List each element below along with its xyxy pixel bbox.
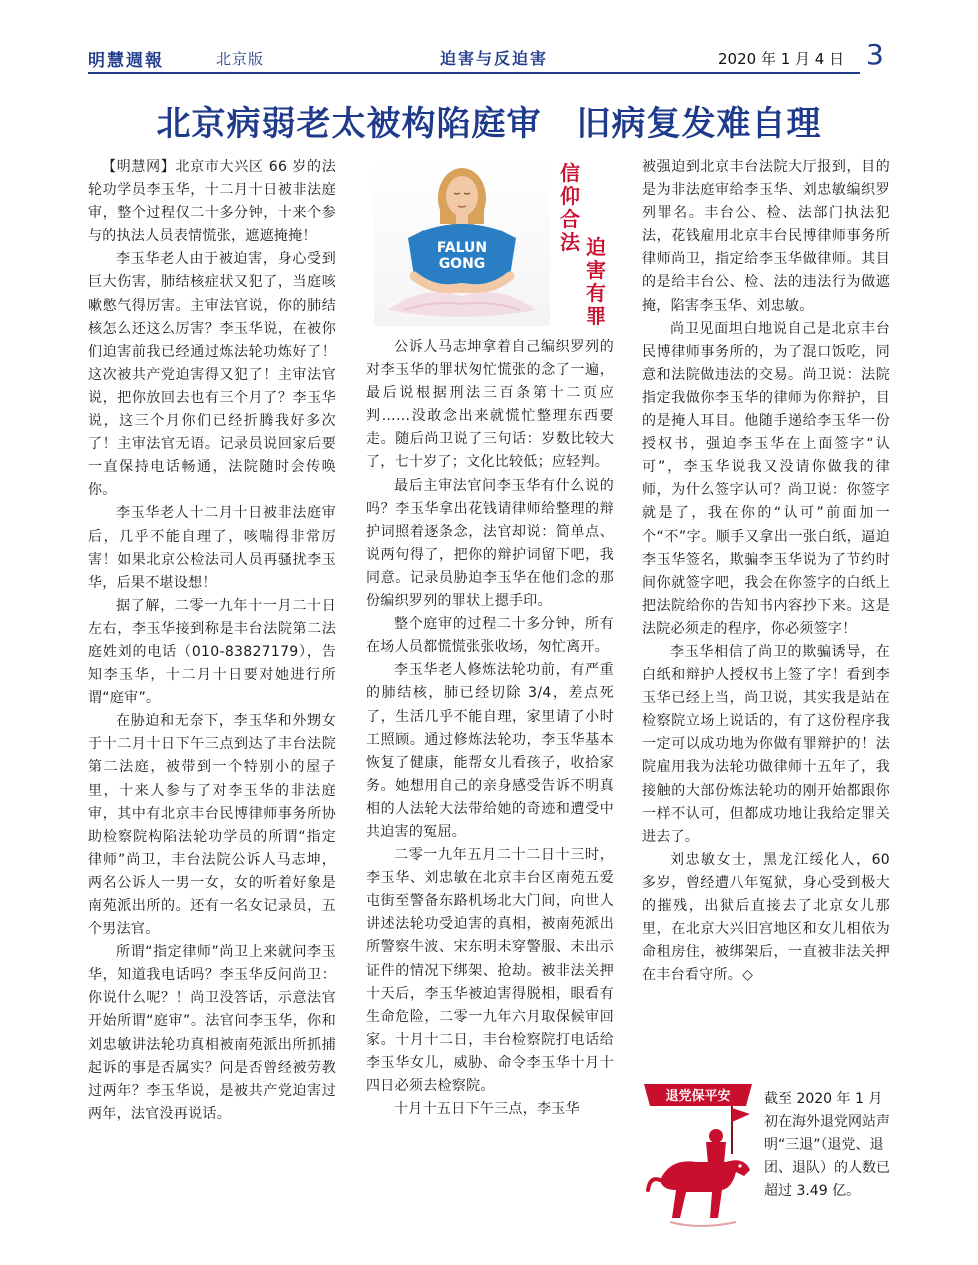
article-paragraph: 最后主审法官问李玉华有什么说的吗？李玉华拿出花钱请律师给整理的辩护词照着逐条念，法官却说：简单点、说两句得了，把你的辩护词留下吧，我同意。记录员胁迫李玉华在他们念的那份编织罗列的罪状上摁手印。 bbox=[366, 477, 614, 610]
shirt-text-gong: GONG bbox=[438, 256, 486, 272]
article-paragraph: 尚卫见面坦白地说自己是北京丰台民博律师事务所的，为了混口饭吃，同意和法院做违法的交易。尚卫说：法院指定我做你李玉华的律师为你辩护，目的是掩人耳目。他随手递给李玉华一份授权书，强迫李玉华在上面签字“认可”，李玉华说我又没请你做我的律师，为什么签字认可？尚卫说：你签字就是了，我在你的“认可”前面加一个“不”字。顺手又拿出一张白纸，逼迫李玉华签名，欺骗李玉华说为了节约时间你就签字吧，我会在你签字的白纸上把法院给你的告知书内容抄下来。这是法院必须走的程序，你必须签字！ bbox=[642, 320, 890, 637]
article-paragraph: 李玉华老人由于被迫害，身心受到巨大伤害，肺结核症状又犯了，当庭咳嗽憋气得厉害。主审法官说，你的肺结核怎么还这么厉害？李玉华说，在被你们迫害前我已经通过炼法轮功炼好了！这次被共产党迫害得又犯了！主审法官说，把你放回去也有三个月了？李玉华说，这三个月你们已经折腾我好多次了！主审法官无语。记录员说回家后要一直保持电话畅通，法院随时会传唤你。 bbox=[88, 251, 336, 499]
article-paragraph: 在胁迫和无奈下，李玉华和外甥女于十二月十日下午三点到达了丰台法院第二法庭，被带到一个特别小的屋子里，十来人参与了对李玉华的非法庭审，其中有北京丰台民博律师事务所协助检察院构陷法轮功学员的所谓“指定律师”尚卫，丰台法院公诉人马志坤，两名公诉人一男一女，女的听着好象是南苑派出所的。还有一名女记录员，五个男法官。 bbox=[88, 713, 336, 938]
article-paragraph: 【明慧网】北京市大兴区 66 岁的法轮功学员李玉华，十二月十日被非法庭审，整个过程仅二十多分钟，十来个参与的执法人员表情慌张，遮遮掩掩！ bbox=[88, 159, 336, 245]
article-paragraph: 被强迫到北京丰台法院大厅报到，目的是为非法庭审给李玉华、刘忠敏编织罗列罪名。丰台公、检、法部门执法犯法，花钱雇用北京丰台民博律师事务所律师尚卫，指定给李玉华做律师。其目的是给丰台公、检、法的违法行为做遮掩，陷害李玉华、刘忠敏。 bbox=[642, 159, 890, 314]
slogan-line-1: 信仰合法 bbox=[560, 161, 580, 254]
article-paragraph: 公诉人马志坤拿着自己编织罗列的对李玉华的罪状匆忙慌张的念了一遍，最后说根据刑法三百条第十二页应判……没敢念出来就慌忙整理东西要走。随后尚卫说了三句话：岁数比较大了，七十岁了；文化比较低；应轻判。 bbox=[366, 339, 614, 471]
article-paragraph: 十月十五日下午三点，李玉华 bbox=[394, 1101, 580, 1118]
edition-label: 北京版 bbox=[216, 50, 265, 68]
article-paragraph: 李玉华老人十二月十日被非法庭审后，几乎不能自理了，咳喘得非常厉害！如果北京公检法司人员再骚扰李玉华，后果不堪设想！ bbox=[88, 505, 336, 591]
quit-party-banner bbox=[640, 1080, 758, 1230]
article-paragraph: 所谓“指定律师”尚卫上来就问李玉华，知道我电话吗？李玉华反问尚卫：你说什么呢？！尚卫没答话，示意法官开始所谓“庭审”。法官问李玉华，你和刘忠敏讲法轮功真相被南苑派出所抓捕起诉的事是否属实？问是否曾经被劳教过两年？李玉华说，是被共产党迫害过两年，法官没再说话。 bbox=[88, 944, 336, 1122]
horse-rider-illustration bbox=[640, 1080, 758, 1230]
article-column-1 bbox=[88, 156, 336, 1126]
shirt-text-falun: FALUN bbox=[436, 240, 488, 256]
article-column-2 bbox=[366, 336, 614, 1121]
article-paragraph: 李玉华相信了尚卫的欺骗诱导，在白纸和辩护人授权书上签了字！看到李玉华已经上当，尚卫说，其实我是站在检察院立场上说话的，有了这份程序我一定可以成功地为你做有罪辩护的！法院雇用我为法轮功做律师十五年了，我接触的大部份炼法轮功的刚开始都跟你一样不认可，但都成功地让我给定罪关进去了。 bbox=[642, 643, 890, 845]
quit-party-text: 截至 2020 年 1 月初在海外退党网站声明“三退”（退党、退团、退队）的人数已超过 3.49 亿。 bbox=[764, 1091, 890, 1199]
article-paragraph: 二零一九年五月二十二日十三时，李玉华、刘忠敏在北京丰台区南苑五爱屯街至警备东路机场北大门间，向世人讲述法轮功受迫害的真相，被南苑派出所警察牛波、宋东明未穿警服、未出示证件的情况下绑架、抢劫。被非法关押十天后，李玉华被迫害得脱相，眼看有生命危险，二零一九年六月取保候审回家。十月十二日，丰台检察院打电话给李玉华女儿，威胁、命令李玉华十月十四日必须去检察院。 bbox=[366, 847, 614, 1094]
page-number: 3 bbox=[866, 38, 884, 71]
article-paragraph: 刘忠敏女士，黑龙江绥化人，60 多岁，曾经遭八年冤狱，身心受到极大的摧残，出狱后直接去了北京女儿那里，在北京大兴旧宫地区和女儿相依为命租房住，被绑架后，一直被非法关押在丰台看守所。◇ bbox=[642, 851, 890, 984]
vertical-slogan bbox=[556, 162, 606, 332]
article-paragraph: 整个庭审的过程二十多分钟，所有在场人员都慌慌张张收场，匆忙离开。 bbox=[366, 616, 614, 656]
meditation-photo bbox=[374, 160, 550, 326]
header-rule bbox=[88, 72, 860, 74]
section-title: 迫害与反迫害 bbox=[440, 49, 549, 68]
slogan-line-2: 迫害有罪 bbox=[586, 235, 606, 328]
article-paragraph: 据了解，二零一九年十一月二十日左右，李玉华接到称是丰台法院第二法庭姓刘的电话（010-83827179），告知李玉华，十二月十日要对她进行所谓“庭审”。 bbox=[88, 597, 336, 707]
article-paragraph: 李玉华老人修炼法轮功前，有严重的肺结核，肺已经切除 3/4，差点死了，生活几乎不能自理，家里请了小时工照顾。通过修炼法轮功，李玉华基本恢复了健康，能帮女儿看孩子，收拾家务。她想用自己的亲身感受告诉不明真相的人法轮大法带给她的奇迹和遭受中共迫害的冤屈。 bbox=[366, 662, 614, 840]
masthead: 明慧週報 bbox=[88, 51, 164, 71]
issue-date: 2020 年 1 月 4 日 bbox=[718, 50, 845, 68]
article-column-3 bbox=[642, 156, 890, 987]
article-headline: 北京病弱老太被构陷庭审 旧病复发难自理 bbox=[156, 104, 822, 144]
page-header bbox=[88, 38, 890, 72]
banner-label: 退党保平安 bbox=[665, 1089, 731, 1104]
meditating-woman-illustration bbox=[374, 160, 550, 326]
